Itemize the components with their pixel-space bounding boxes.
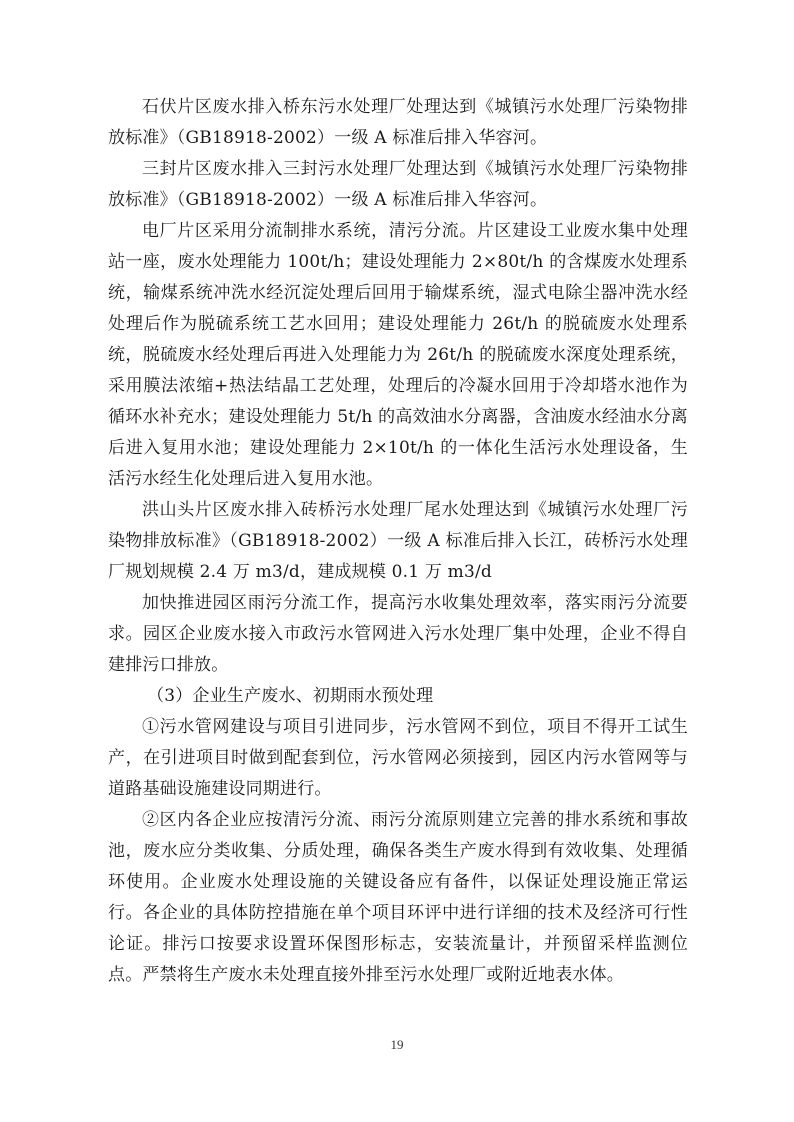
paragraph-rain-sewage-separation: 加快推进园区雨污分流工作，提高污水收集处理效率，落实雨污分流要求。园区企业废水接入市政污水管网进入污水处理厂集中处理，企业不得自建排污口排放。 <box>108 593 688 675</box>
paragraph-hongshantou-wastewater: 洪山头片区废水排入砖桥污水处理厂尾水处理达到《城镇污水处理厂污染物排放标准》（GB18918-2002）一级 A 标准后排入长江，砖桥污水处理厂规划规模 2.4 万 m3/d，建成规模 0.1 万 m3/d <box>108 500 688 582</box>
page-number: 19 <box>390 1037 404 1052</box>
paragraph-power-plant-drainage: 电厂片区采用分流制排水系统，清污分流。片区建设工业废水集中处理站一座，废水处理能力 100t/h；建设处理能力 2×80t/h 的含煤废水处理系统，输煤系统冲洗水经沉淀处理后回用于输煤系统，湿式电除尘器冲洗水经处理后作为脱硫系统工艺水回用；建设处理能力 26t/h 的脱硫废水处理系统，脱硫废水经处理后再进入处理能力为 26t/h 的脱硫废水深度处理系统，采用膜法浓缩+热法结晶工艺处理，处理后的冷凝水回用于冷却塔水池作为循环水补充水；建设处理能力 5t/h 的高效油水分离器，含油废水经油水分离后进入复用水池；建设处理能力 2×10t/h 的一体化生活污水处理设备，生活污水经生化处理后进入复用水池。 <box>108 221 688 489</box>
list-item-enterprise-drainage: ②区内各企业应按清污分流、雨污分流原则建立完善的排水系统和事故池，废水应分类收集、分质处理，确保各类生产废水得到有效收集、处理循环使用。企业废水处理设施的关键设备应有备件，以保证处理设施正常运行。各企业的具体防控措施在单个项目环评中进行详细的技术及经济可行性论证。排污口按要求设置环保图形标志，安装流量计，并预留采样监测位点。严禁将生产废水未处理直接外排至污水处理厂或附近地表水体。 <box>108 810 688 985</box>
list-item-sewer-network: ①污水管网建设与项目引进同步，污水管网不到位，项目不得开工试生产，在引进项目时做到配套到位，污水管网必须接到，园区内污水管网等与道路基础设施建设同期进行。 <box>108 717 688 799</box>
paragraph-sanfeng-wastewater: 三封片区废水排入三封污水处理厂处理达到《城镇污水处理厂污染物排放标准》（GB18918-2002）一级 A 标准后排入华容河。 <box>108 159 688 210</box>
paragraph-shifu-wastewater: 石伏片区废水排入桥东污水处理厂处理达到《城镇污水处理厂污染物排放标准》（GB18918-2002）一级 A 标准后排入华容河。 <box>108 97 688 148</box>
document-body <box>108 92 688 991</box>
section-heading-pretreatment: （3）企业生产废水、初期雨水预处理 <box>147 686 434 706</box>
